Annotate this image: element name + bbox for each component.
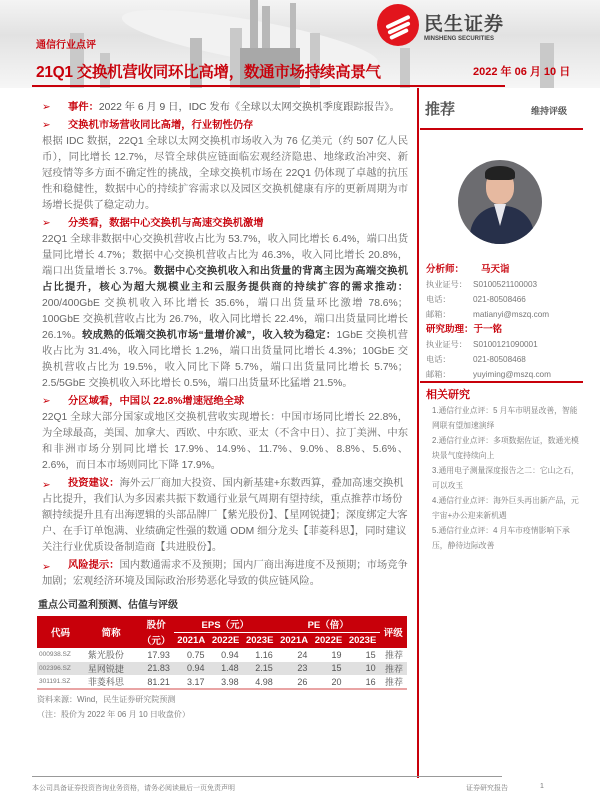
arrow-icon: ➢ bbox=[42, 480, 51, 491]
table-row bbox=[37, 648, 407, 662]
related-research-list bbox=[432, 403, 582, 553]
text: 1GbE 交换机营收占比为 31.4%，收入同比增长 1.2%，端口出货量同比增长 4.3%；10GbE 交换机营收占比为 19.5%，收入同比下降 5.7%，端口出货量同比增长 5.7%；2.5/5GbE 交换机收入环比增长 0.5%，端口出货量环比猛增 21.5%。 bbox=[42, 330, 408, 389]
arrow-icon: ➢ bbox=[42, 562, 51, 573]
cell: 4.98 bbox=[243, 675, 277, 689]
cell: 17.93 bbox=[147, 649, 170, 660]
heading-text: 交换机市场营收同比高增，行业韧性仍存 bbox=[68, 120, 254, 131]
cell: 1.48 bbox=[209, 662, 243, 676]
bold-text: 较成熟的低端交换机市场“量增价减”，收入较为稳定： bbox=[82, 330, 337, 341]
table-row bbox=[37, 662, 407, 676]
analyst-label: 分析师： bbox=[426, 264, 465, 275]
paragraph: 根据 IDC 数据，22Q1 全球以太网交换机市场收入为 76 亿美元（约 507 亿人民币），同比增长 12.7%，尽管全球供应链面临宏观经济隐患、地缘政治冲突、新冠疫情等多方面不确定性的挑战，全球交换机市场在 22Q1 仍体现了卓越的抗压性和稳健性，数据中心的持续扩容需求以及园区交换机健康有序的更新周期为市场增长提供了稳定动力。 bbox=[42, 136, 408, 211]
divider bbox=[420, 128, 583, 130]
related-link[interactable]: 4.通信行业点评：海外巨头再出新产品，元宇宙+办公迎来新机遇 bbox=[432, 496, 579, 520]
heading-text: 分区域看，中国以 22.8%增速冠绝全球 bbox=[68, 396, 245, 407]
section-heading bbox=[42, 118, 408, 134]
col-eps: EPS（元） bbox=[174, 616, 277, 632]
risk-text: 国内数通需求不及预期；国内厂商出海进度不及预期；市场竞争加剧；宏观经济环境及国际政治形势恶化导致的供应链风险。 bbox=[42, 560, 408, 587]
paragraph bbox=[42, 232, 408, 392]
related-research-title: 相关研究 bbox=[426, 389, 470, 401]
rating-status: 维持评级 bbox=[531, 106, 568, 116]
cell: 000938.SZ bbox=[39, 651, 71, 659]
col-year: 2022E bbox=[209, 632, 243, 648]
logo-text-en: MINSHENG SECURITIES bbox=[424, 35, 495, 42]
col-pe: PE（倍） bbox=[277, 616, 380, 632]
col-price: 股价 bbox=[138, 616, 173, 632]
cell: 26 bbox=[277, 675, 312, 689]
footer-divider bbox=[32, 776, 502, 777]
label: 邮箱： bbox=[426, 310, 451, 319]
analyst-photo bbox=[458, 160, 542, 244]
invest-label: 投资建议： bbox=[68, 478, 120, 489]
page-number: 1 bbox=[540, 783, 544, 790]
main-content bbox=[37, 98, 408, 722]
risk-label: 风险提示： bbox=[68, 560, 120, 571]
cell: 002396.SZ bbox=[37, 662, 84, 676]
earnings-table bbox=[37, 616, 407, 690]
report-title: 21Q1 交换机营收同环比高增，数通市场持续高景气 bbox=[36, 64, 381, 81]
related-link[interactable]: 1.通信行业点评：5 月车市明显改善，智能网联有望加速演绎 bbox=[432, 406, 578, 430]
assistant-name: 于一铭 bbox=[473, 324, 503, 335]
table-notes bbox=[37, 692, 408, 722]
col-year: 2023E bbox=[346, 632, 380, 648]
cell: 24 bbox=[297, 649, 308, 660]
cell: 3.98 bbox=[209, 675, 243, 689]
section-heading bbox=[42, 394, 408, 410]
table-source: 资料来源：Wind，民生证券研究院预测 bbox=[37, 695, 176, 704]
cell: 0.94 bbox=[221, 649, 239, 660]
arrow-icon: ➢ bbox=[42, 120, 51, 131]
table-row bbox=[37, 675, 407, 689]
text: 200/400GbE 交换机收入环比增长 35.6%，端口出货量环比激增 78.6%；100GbE 交换机营收占比为 26.7%，收入同比增长 22.4%，端口出货量同比增长 26.1%。 bbox=[42, 298, 408, 341]
arrow-icon: ➢ bbox=[42, 218, 51, 229]
cell: 15 bbox=[365, 649, 376, 660]
cell: 23 bbox=[277, 662, 312, 676]
col-price-unit: （元） bbox=[138, 632, 173, 648]
text: 22Q1 全球非数据中心交换机营收占比为 53.7%，收入同比增长 6.4%，端口出货量同比增长 4.7%；数据中心交换机营收占比为 46.3%，收入同比增长 20.8%，端口出货量增长 3.7%。 bbox=[42, 234, 408, 277]
cell: 10 bbox=[346, 662, 380, 676]
table-note: （注：股价为 2022 年 06 月 10 日收盘价） bbox=[37, 710, 190, 719]
footer bbox=[0, 772, 600, 800]
arrow-icon: ➢ bbox=[42, 102, 51, 113]
rating: 推荐 bbox=[425, 101, 456, 118]
cell: 20 bbox=[311, 675, 345, 689]
cell: 301191.SZ bbox=[37, 675, 84, 689]
footer-report-type: 证券研究报告 bbox=[466, 785, 508, 792]
divider bbox=[32, 85, 505, 87]
table-title: 重点公司盈利预测、估值与评级 bbox=[38, 600, 178, 611]
related-link[interactable]: 3.通用电子测量深度报告之二：它山之石，可以攻玉 bbox=[432, 466, 579, 490]
cell: 紫光股份 bbox=[87, 650, 124, 661]
col-name: 简称 bbox=[84, 616, 139, 648]
bold-text: 数据中心交换机收入和出货量的背离主因为高端交换机占比提升，核心为超大规模业主和云服务提供商的持续扩容的需求推动： bbox=[42, 266, 408, 293]
cell: 星网锐捷 bbox=[84, 662, 139, 676]
event-text: 2022 年 6 月 9 日，IDC 发布《全球以太网交换机季度跟踪报告》。 bbox=[98, 102, 400, 113]
assistant-label: 研究助理： bbox=[426, 324, 474, 335]
cell: 81.21 bbox=[138, 675, 173, 689]
col-year: 2021A bbox=[174, 632, 209, 648]
footer-disclaimer: 本公司具备证券投资咨询业务资格，请务必阅读最后一页免责声明 bbox=[32, 785, 235, 792]
event-label: 事件： bbox=[68, 102, 99, 113]
report-date: 2022 年 06 月 10 日 bbox=[473, 66, 571, 78]
label: 电话： bbox=[426, 295, 451, 304]
related-link[interactable]: 2.通信行业点评：多项数据佐证，数通光模块景气度持续向上 bbox=[432, 436, 579, 460]
cell: 推荐 bbox=[380, 662, 407, 676]
cell: 2.15 bbox=[243, 662, 277, 676]
cell: 19 bbox=[331, 649, 342, 660]
col-year: 2021A bbox=[277, 632, 312, 648]
risk-warning bbox=[42, 558, 408, 590]
logo-icon bbox=[377, 4, 419, 46]
paragraph: 22Q1 全球大部分国家或地区交换机营收实现增长：中国市场同比增长 22.8%，为全球最高，美国、加拿大、西欧、中东欧、亚太（不含中日）、拉丁美洲、中东和非洲市场分别同比增长 17.9%、14.9%、11.7%、9.0%、8.8%、5.6%、2.6%，而日本市场则同比下降 17.9%。 bbox=[42, 412, 408, 471]
cell: 菲菱科思 bbox=[84, 675, 139, 689]
section-heading bbox=[42, 216, 408, 232]
heading-text: 分类看，数据中心交换机与高速交换机激增 bbox=[68, 218, 264, 229]
label: 邮箱： bbox=[426, 370, 451, 379]
cell: 推荐 bbox=[380, 675, 407, 689]
related-link[interactable]: 5.通信行业点评：4 月车市疫情影响下承压，静待边际改善 bbox=[432, 526, 570, 550]
cell: 16 bbox=[346, 675, 380, 689]
email-link[interactable]: yuyiming@mszq.com bbox=[473, 370, 551, 379]
invest-text: 海外云厂商加大投资、国内新基建+东数西算，叠加高速交换机占比提升，我们认为多因素共振下数通行业景气周期有望持续，重点推荐市场份额持续提升且有出海逻辑的头部品牌厂【紫光股份】、【星网锐捷】；深度绑定大客户、在手订单饱满、业绩确定性强的数通 ODM 细分龙头【菲菱科思】，同时建议关注行业优质设备制造商【共进股份】。 bbox=[42, 478, 408, 553]
label: 电话： bbox=[426, 355, 451, 364]
label: 执业证号： bbox=[426, 280, 467, 289]
analyst-info bbox=[426, 262, 551, 382]
phone: 021-80508466 bbox=[473, 295, 526, 304]
cell: 0.94 bbox=[174, 662, 209, 676]
cell: 推荐 bbox=[384, 650, 403, 661]
report-sector: 通信行业点评 bbox=[36, 40, 96, 51]
col-year: 2023E bbox=[243, 632, 277, 648]
col-year: 2022E bbox=[311, 632, 345, 648]
col-code: 代码 bbox=[37, 616, 84, 648]
event-bullet bbox=[42, 100, 408, 116]
cell: 15 bbox=[311, 662, 345, 676]
cell: 0.75 bbox=[187, 649, 205, 660]
email-link[interactable]: matianyi@mszq.com bbox=[473, 310, 550, 319]
cell: 3.17 bbox=[174, 675, 209, 689]
phone: 021-80508468 bbox=[473, 355, 526, 364]
license: S0100521100003 bbox=[473, 280, 538, 289]
column-divider bbox=[417, 88, 419, 778]
cell: 1.16 bbox=[255, 649, 273, 660]
license: S0100121090001 bbox=[473, 340, 538, 349]
col-rating: 评级 bbox=[380, 616, 407, 648]
arrow-icon: ➢ bbox=[42, 396, 51, 407]
cell: 21.83 bbox=[138, 662, 173, 676]
logo-text-cn: 民生证券 bbox=[424, 13, 505, 35]
label: 执业证号： bbox=[426, 340, 467, 349]
divider bbox=[420, 381, 583, 383]
analyst-name: 马天诣 bbox=[481, 264, 510, 275]
investment-advice bbox=[42, 476, 408, 556]
minsheng-logo bbox=[377, 4, 504, 46]
